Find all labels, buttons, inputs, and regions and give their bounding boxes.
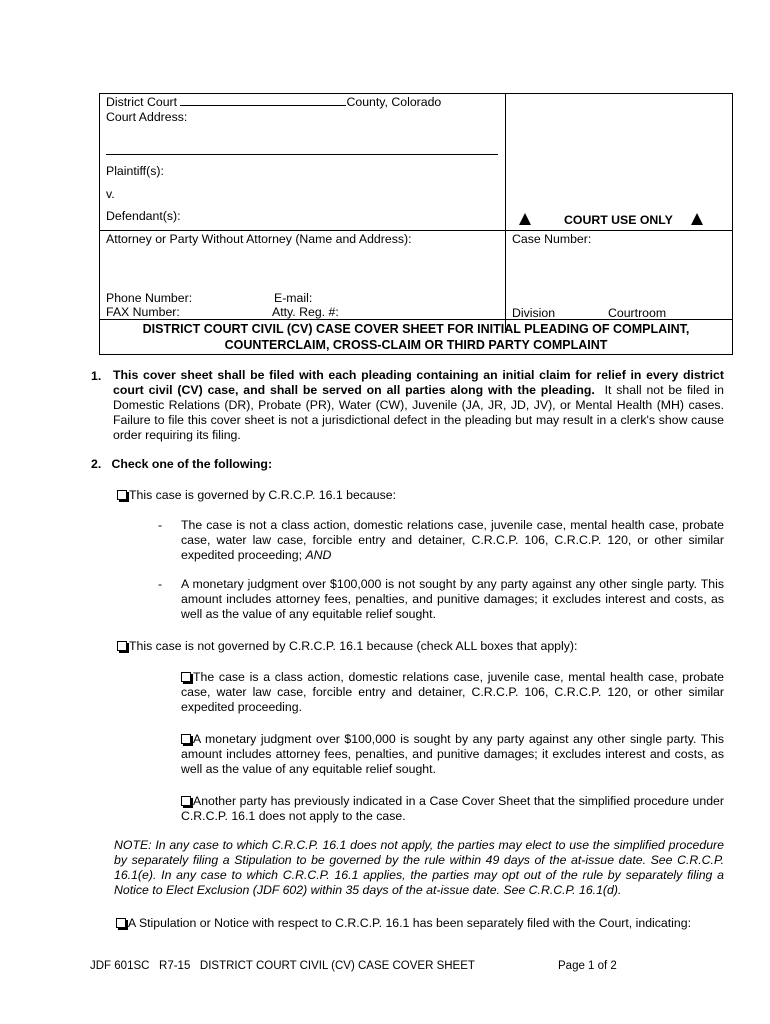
court-use-only: COURT USE ONLY [564, 213, 673, 227]
email-label: E-mail: [274, 291, 313, 305]
governed-reason-2: A monetary judgment over $100,000 is not sought by any party against any other single party. This amount includes attorney fees, penalties, and punitive damages; it excludes interest and costs, as well as the value of any equitable relief sought. [181, 577, 724, 621]
form-title-line2: COUNTERCLAIM, CROSS-CLAIM OR THIRD PARTY COMPLAINT [224, 338, 608, 352]
case-number-label: Case Number: [512, 232, 592, 246]
atty-reg-label: Atty. Reg. #: [272, 305, 339, 319]
checkbox-icon[interactable] [181, 796, 191, 806]
not-governed-reason-1[interactable]: The case is a class action, domestic relations case, juvenile case, mental health case, probate case, water law case, forcible entry and detainer, C.R.C.P. 106, C.R.C.P. 120, or other similar expedited proceeding. [181, 670, 724, 714]
section1-plain: It shall not be filed in Domestic Relations (DR), Probate (PR), Water (CW), Juvenile (JA, JR, JD, JV), or Mental Health (MH) cases. Failure to file this cover sheet is not a jurisdictional defect in the pleading but may result in a clerk's show cause order requiring its filing. [113, 383, 725, 442]
versus-label: v. [106, 187, 115, 201]
caption-divider [505, 93, 506, 330]
section1-text [113, 368, 724, 443]
checkbox-icon[interactable] [117, 490, 127, 500]
option-not-governed[interactable] [117, 639, 577, 653]
footer-form-id: JDF 601SC R7-15 DISTRICT COURT CIVIL (CV) CASE COVER SHEET [90, 960, 475, 972]
county-blank[interactable] [180, 95, 346, 106]
courtroom-label: Courtroom [608, 306, 667, 320]
not-governed-reason-3[interactable]: Another party has previously indicated in a Case Cover Sheet that the simplified procedure under C.R.C.P. 16.1 does not apply to the case. [181, 794, 724, 823]
fax-label: FAX Number: [106, 305, 180, 319]
attorney-label: Attorney or Party Without Attorney (Name and Address): [106, 232, 412, 246]
governed-reason-1: The case is not a class action, domestic relations case, juvenile case, mental health case, probate case, water law case, forcible entry and detainer, C.R.C.P. 106, C.R.C.P. 120, or other similar expedited proceeding; AND [181, 518, 724, 562]
checkbox-icon[interactable] [116, 918, 126, 928]
county-label: County, Colorado [346, 95, 442, 109]
stipulation-label: A Stipulation or Notice with respect to C.R.C.P. 16.1 has been separately filed with the Court, indicating: [128, 916, 692, 930]
option-not-governed-label: This case is not governed by C.R.C.P. 16.1 because (check ALL boxes that apply): [129, 639, 578, 653]
defendant-label: Defendant(s): [106, 209, 181, 223]
triangle-up-icon [519, 213, 531, 228]
caption-row-divider [99, 230, 733, 231]
checkbox-icon[interactable] [117, 641, 127, 651]
option-governed[interactable] [117, 488, 396, 502]
court-label: District Court [106, 95, 178, 109]
court-address-label: Court Address: [106, 110, 188, 124]
section1-number: 1. [91, 369, 102, 383]
checkbox-icon[interactable] [181, 672, 191, 682]
court-address-line[interactable] [106, 154, 498, 155]
checkbox-icon[interactable] [181, 734, 191, 744]
not-governed-reason-2[interactable]: A monetary judgment over $100,000 is sought by any party against any other single party. This amount includes attorney fees, penalties, and punitive damages; it excludes interest and costs, as well as the value of any equitable relief sought. [181, 732, 724, 776]
form-title [99, 321, 733, 353]
section1-bold: This cover sheet shall be filed with each pleading containing an initial claim for relief in every district court civil (CV) case, and shall be served on all parties along with the pleading. [113, 368, 724, 397]
stipulation-option[interactable] [116, 916, 691, 930]
note-paragraph: NOTE: In any case to which C.R.C.P. 16.1 does not apply, the parties may elect to use the simplified procedure by separately filing a Stipulation to be governed by the rule within 49 days of the at-issue date. See C.R.C.P. 16.1(e). In any case to which C.R.C.P. 16.1 applies, the parties may opt out of the rule by separately filing a Notice to Elect Exclusion (JDF 602) within 35 days of the at-issue date. See C.R.C.P. 16.1(d). [114, 838, 724, 897]
form-title-line1: DISTRICT COURT CIVIL (CV) CASE COVER SHEET FOR INITIAL PLEADING OF COMPLAINT, [142, 322, 690, 336]
and-conjunction: AND [305, 548, 332, 562]
section2-heading: 2. Check one of the following: [91, 457, 273, 471]
triangle-up-icon [691, 213, 703, 228]
dash-bullet: - [158, 577, 163, 591]
court-line [106, 95, 441, 109]
division-label: Division [512, 306, 556, 320]
option-governed-label: This case is governed by C.R.C.P. 16.1 because: [129, 488, 397, 502]
dash-bullet: - [158, 518, 163, 532]
plaintiff-label: Plaintiff(s): [106, 164, 164, 178]
footer-page-number: Page 1 of 2 [558, 960, 617, 972]
phone-label: Phone Number: [106, 291, 193, 305]
